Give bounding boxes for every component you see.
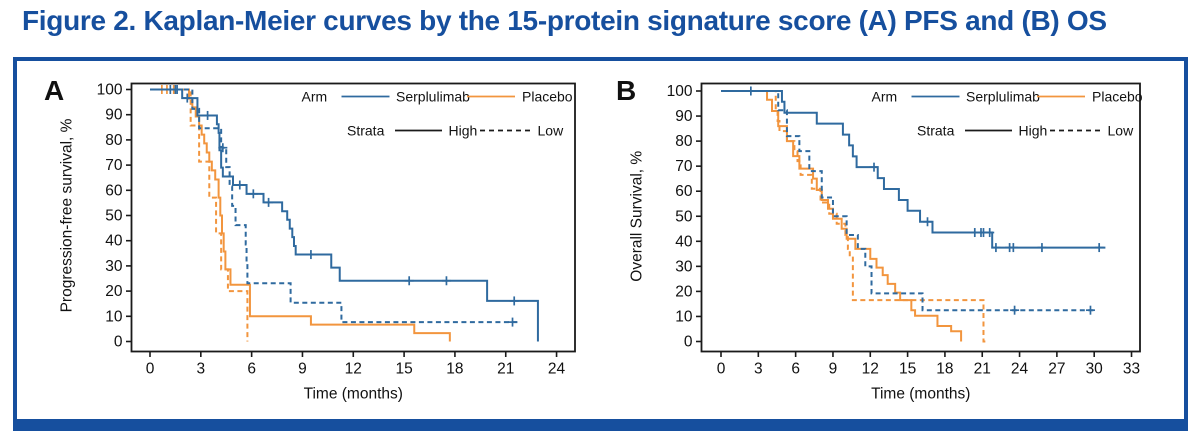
svg-text:27: 27 [1048, 360, 1066, 378]
x-axis [717, 352, 1140, 403]
legend-arm-label: Arm [301, 88, 328, 105]
svg-text:10: 10 [675, 308, 693, 326]
svg-text:70: 70 [675, 158, 693, 176]
svg-text:20: 20 [105, 283, 123, 301]
legend-low-label: Low [537, 122, 564, 139]
svg-text:15: 15 [395, 360, 413, 378]
series-placebo-high [150, 85, 450, 342]
svg-text:30: 30 [1085, 360, 1103, 378]
svg-text:80: 80 [675, 133, 693, 151]
figure-border-box [13, 57, 1188, 431]
legend [872, 89, 1143, 139]
svg-text:9: 9 [828, 360, 838, 378]
svg-text:3: 3 [754, 360, 763, 378]
svg-text:90: 90 [675, 108, 693, 126]
svg-text:21: 21 [973, 360, 991, 378]
y-axis-title: Overall Survival, % [628, 150, 646, 282]
svg-text:12: 12 [861, 360, 879, 378]
svg-text:100: 100 [96, 81, 123, 99]
legend-serplulimab-label: Serplulimab [966, 88, 1040, 105]
legend-low-label: Low [1107, 122, 1134, 139]
svg-text:9: 9 [298, 360, 307, 378]
svg-text:20: 20 [675, 283, 693, 301]
svg-text:70: 70 [105, 157, 123, 175]
y-axis [629, 83, 702, 351]
svg-text:18: 18 [936, 360, 954, 378]
svg-text:30: 30 [675, 258, 693, 276]
panel-b [616, 75, 1143, 403]
kaplan-meier-figure-svg [17, 61, 1184, 419]
legend-high-label: High [1018, 122, 1048, 139]
svg-text:60: 60 [105, 182, 123, 200]
y-axis-title: Progression-free survival, % [58, 118, 76, 313]
legend-strata-label: Strata [347, 122, 385, 139]
svg-text:80: 80 [105, 131, 123, 149]
legend-serplulimab-label: Serplulimab [396, 88, 470, 105]
legend-placebo-label: Placebo [522, 88, 573, 105]
svg-text:40: 40 [675, 233, 693, 251]
svg-text:100: 100 [666, 83, 693, 100]
x-axis [146, 352, 566, 403]
svg-text:10: 10 [105, 308, 123, 326]
svg-text:6: 6 [791, 360, 800, 378]
panel-letter-a: A [44, 75, 65, 106]
svg-text:40: 40 [105, 232, 123, 250]
svg-text:0: 0 [716, 360, 726, 378]
svg-text:12: 12 [344, 360, 362, 378]
svg-text:0: 0 [113, 333, 123, 351]
panel-a [44, 75, 575, 403]
y-axis [59, 82, 132, 351]
svg-text:50: 50 [675, 208, 693, 226]
legend-arm-label: Arm [871, 88, 898, 105]
svg-text:21: 21 [497, 360, 515, 378]
svg-text:0: 0 [683, 333, 693, 351]
svg-text:3: 3 [196, 360, 206, 378]
legend-placebo-label: Placebo [1092, 88, 1143, 105]
series-serplulimab-low [150, 85, 518, 327]
svg-text:90: 90 [105, 106, 123, 124]
legend [302, 89, 573, 139]
svg-text:15: 15 [898, 360, 917, 378]
svg-text:0: 0 [145, 360, 155, 378]
svg-text:60: 60 [675, 183, 693, 201]
svg-text:24: 24 [547, 360, 566, 378]
panel-letter-b: B [616, 75, 637, 106]
x-axis-title: Time (months) [871, 385, 971, 403]
legend-high-label: High [448, 122, 478, 139]
figure-title: Figure 2. Kaplan-Meier curves by the 15-protein signature score (A) PFS and (B) OS [22, 5, 1107, 36]
svg-text:6: 6 [247, 360, 256, 378]
x-axis-title: Time (months) [303, 385, 403, 403]
svg-text:18: 18 [446, 360, 464, 378]
series-serplulimab-high [150, 85, 538, 342]
svg-text:24: 24 [1010, 360, 1029, 378]
svg-text:33: 33 [1122, 360, 1141, 378]
svg-text:30: 30 [105, 257, 123, 275]
svg-text:50: 50 [105, 207, 123, 225]
legend-strata-label: Strata [917, 122, 955, 139]
